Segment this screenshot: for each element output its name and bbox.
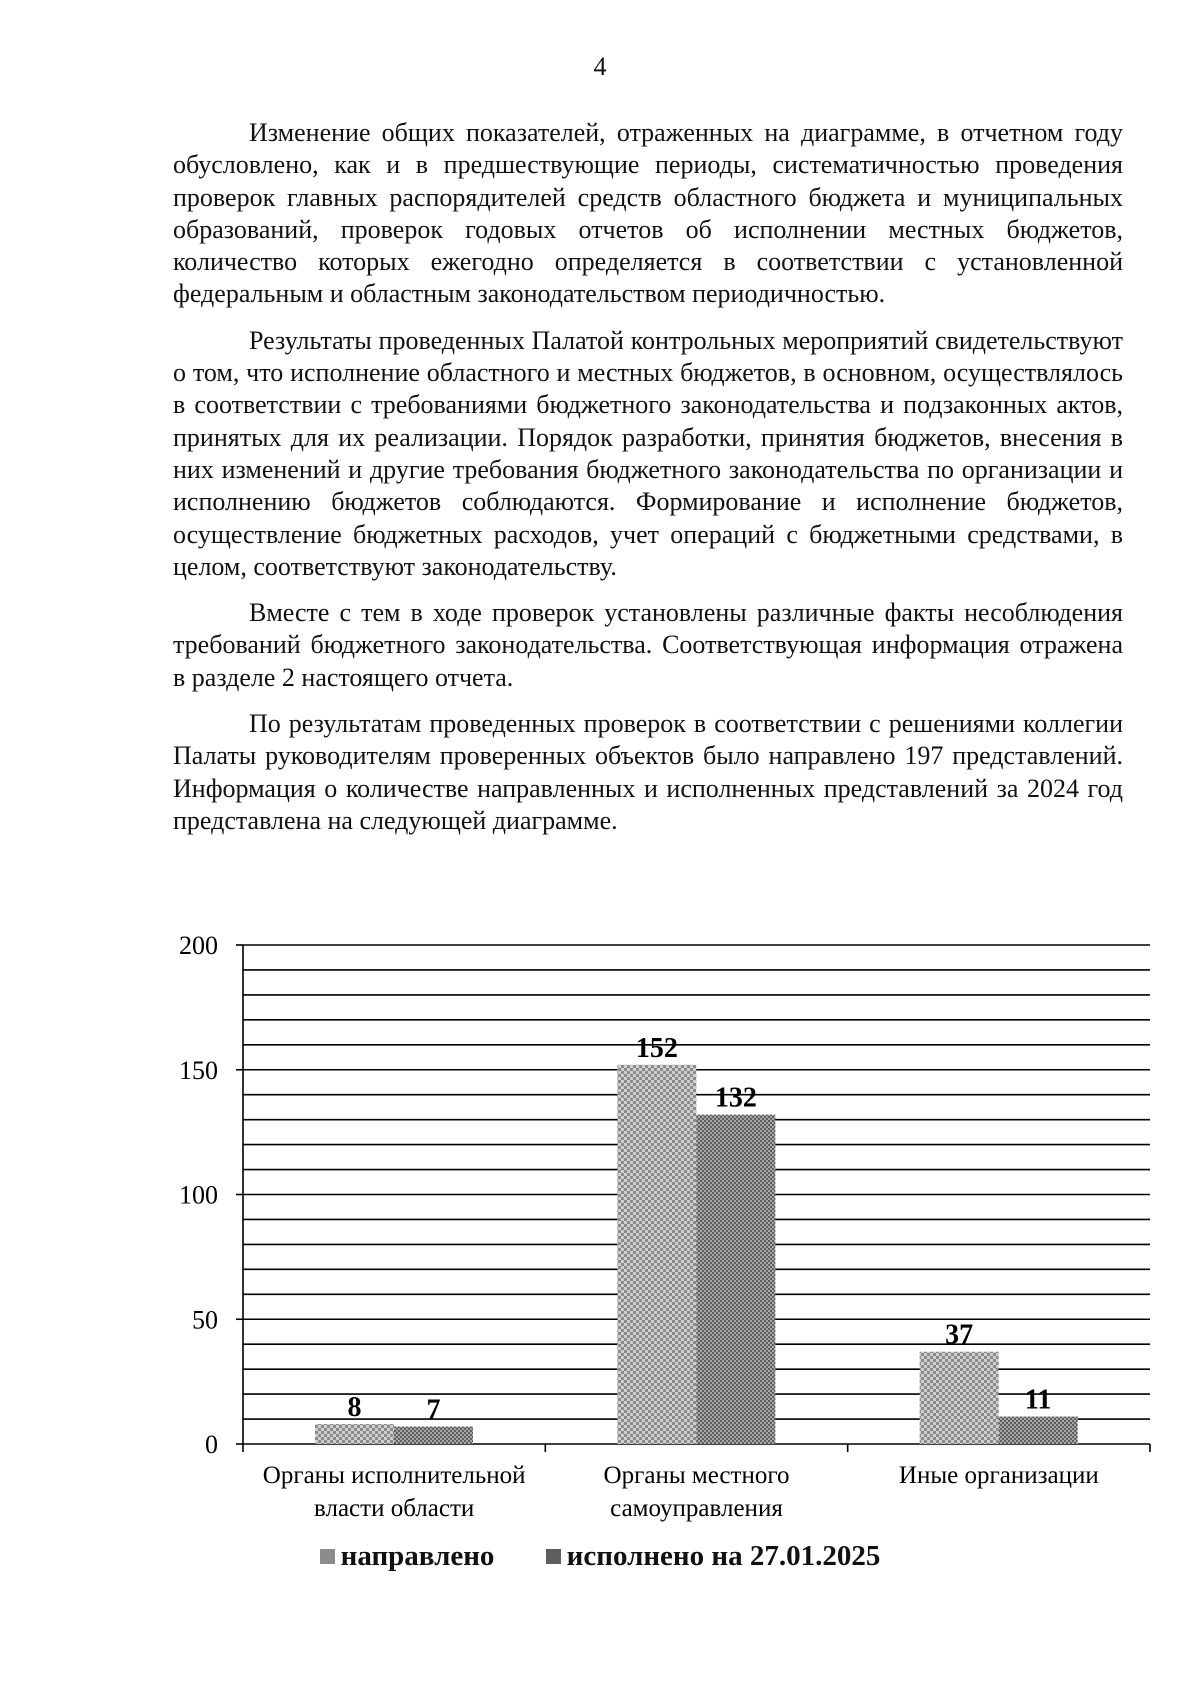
legend-label: исполнено на 27.01.2025 (566, 1540, 881, 1572)
bar (920, 1352, 999, 1444)
bar (999, 1417, 1078, 1444)
bar (696, 1115, 775, 1444)
paragraph: Результаты проведенных Палатой контрольных мероприятий свидетельствуют о том, что исполнение областного и местных бюджетов, в основном, осуществлялось в соответствии с требованиями бюджетного законодательства и подзаконных актов, принятых для их реализации. Порядок разработки, принятия бюджетов, внесения в них изменений и другие требования бюджетного законодательства по организации и исполнению бюджетов соблюдаются. Формирование и исполнение бюджетов, осуществление бюджетных расходов, учет операций с бюджетными средствами, в целом, соответствуют законодательству. (173, 325, 1123, 581)
data-label: 37 (945, 1319, 974, 1351)
bar (394, 1427, 473, 1444)
bar (617, 1065, 696, 1444)
y-tick-label: 100 (179, 1180, 218, 1210)
x-tick-label: Органы местного (603, 1462, 790, 1489)
x-tick-label: самоуправления (610, 1495, 783, 1522)
chart-legend (0, 1540, 1200, 1573)
y-tick-label: 50 (192, 1305, 218, 1335)
page-number: 4 (593, 52, 607, 81)
bar (315, 1424, 394, 1444)
x-tick-label: Органы исполнительной (262, 1462, 526, 1489)
paragraph: Изменение общих показателей, отраженных на диаграмме, в отчетном году обусловлено, как и в предшествующие периоды, систематичностью проведения проверок главных распорядителей средств областного бюджета и муниципальных образований, проверок годовых отчетов об исполнении местных бюджетов, количество которых ежегодно определяется в соответствии с установленной федеральным и областным законодательством периодичностью. (173, 118, 1123, 309)
paragraph: Вместе с тем в ходе проверок установлены различные факты несоблюдения требований бюджетного законодательства. Соответствующая информация отражена в разделе 2 настоящего отчета. (173, 598, 1123, 692)
data-label: 7 (426, 1394, 441, 1426)
bars (315, 1065, 1078, 1444)
legend-label: направлено (340, 1540, 495, 1572)
data-label: 132 (714, 1082, 757, 1114)
x-tick-label: власти области (314, 1495, 475, 1522)
paragraph: По результатам проведенных проверок в соответствии с решениями коллегии Палаты руководителям проверенных объектов было направлено 197 представлений. Информация о количестве направленных и исполненных представлений за 2024 год представлена на следующей диаграмме. (173, 709, 1123, 835)
y-tick-label: 200 (179, 931, 218, 960)
data-label: 11 (1024, 1384, 1052, 1416)
legend-item (320, 1540, 495, 1573)
data-label: 8 (347, 1392, 362, 1424)
data-label: 152 (635, 1032, 678, 1064)
y-tick-label: 150 (179, 1055, 218, 1085)
legend-item (546, 1540, 881, 1573)
y-tick-label: 0 (205, 1430, 218, 1459)
legend-swatch-sent (320, 1549, 335, 1564)
legend-swatch-executed (546, 1549, 561, 1564)
x-tick-label: Иные организации (898, 1462, 1099, 1489)
